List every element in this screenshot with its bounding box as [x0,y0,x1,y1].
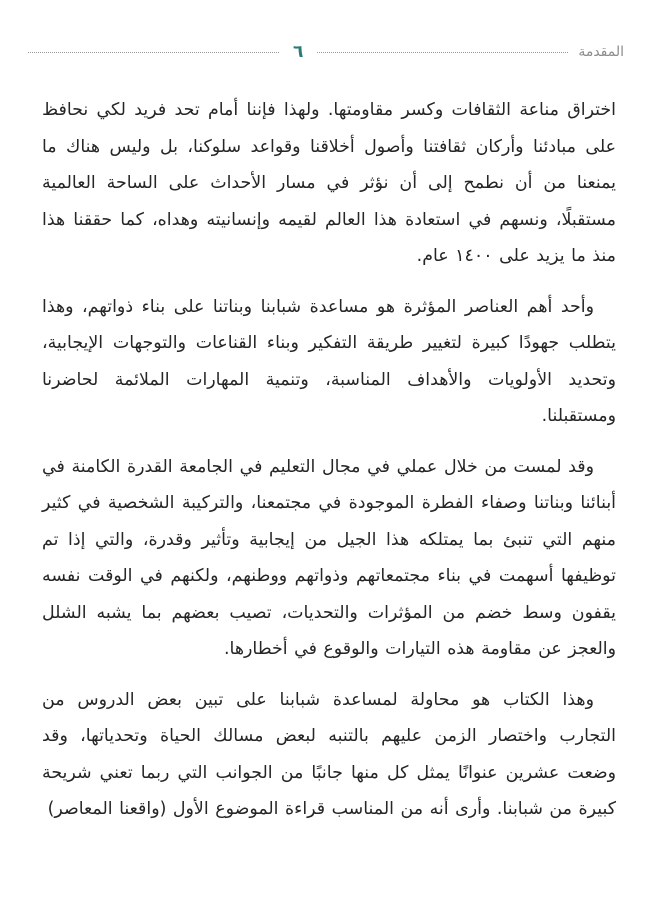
paragraph: وقد لمست من خلال عملي في مجال التعليم في الجامعة القدرة الكامنة في أبنائنا وبناتنا وصفاء الفطرة الموجودة في مجتمعنا، والتركيبة الشخصية في كثير منهم التي تنبئ بما يمتلكه هذا الجيل من إيجابية وتأثير وقدرة، والتي إذا تم توظيفها أسهمت في بناء مجتمعاتهم وذواتهم ووطنهم، ولكنهم في الوقت نفسه يقفون وسط خضم من المؤثرات والتحديات، تصيب بعضهم بما يشبه الشلل والعجز عن مقاومة هذه التيارات والوقوع في أخطارها. [42,456,616,659]
paragraph: وأحد أهم العناصر المؤثرة هو مساعدة شبابنا وبناتنا على بناء ذواتهم، وهذا يتطلب جهودًا كبيرة لتغيير طريقة التفكير وبناء القناعات والتوجهات الإيجابية، وتحديد الأولويات والأهداف المناسبة، وتنمية المهارات الملائمة لحاضرنا ومستقبلنا. [42,296,616,426]
page-header [28,38,624,66]
page-body [42,92,616,842]
page-number: ٦ [292,42,304,62]
paragraph: وهذا الكتاب هو محاولة لمساعدة شبابنا على تبين بعض الدروس من التجارب واختصار الزمن عليهم بالتنبه لبعض مسالك الحياة وتحدياتها، وقد وضعت عشرين عنوانًا يمثل كل منها جانبًا من الجوانب التي ربما تعني شريحة كبيرة من شبابنا. وأرى أنه من المناسب قراءة الموضوع الأول (واقعنا المعاصر) [42,689,616,819]
paragraph: اختراق مناعة الثقافات وكسر مقاومتها. ولهذا فإننا أمام تحد فريد لكي نحافظ على مبادئنا وأركان ثقافتنا وأصول أخلاقنا وقواعد سلوكنا، بل وليس هناك ما يمنعنا من أن نطمح إلى أن نؤثر في مسار الأحداث على الساحة العالمية مستقبلًا، ونسهم في استعادة هذا العالم لقيمه وإنسانيته وهداه، كما حققنا هذا منذ ما يزيد على ١٤٠٠ عام. [42,100,616,266]
section-title: المقدمة [578,44,624,60]
header-dotted-rule [317,52,568,53]
header-dotted-rule-left [28,52,279,53]
